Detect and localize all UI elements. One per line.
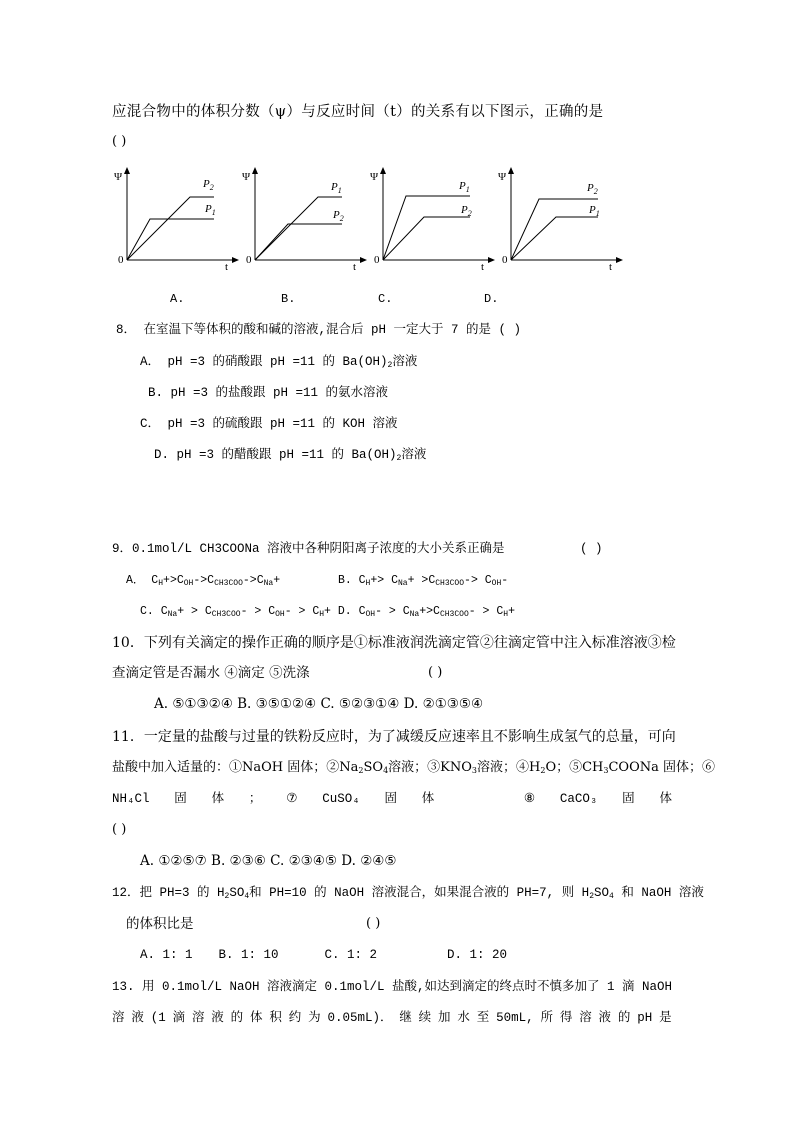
q12-line1: 12．把 PH=3 的 $H_2SO_4$和 PH=10 的 NaOH 溶液混合，如果混合液的 PH=7, 则 $H_2SO_4$ 和 NaOH 溶液 [112, 886, 704, 901]
graph-d [494, 162, 624, 272]
svg-text:P1 [330, 181, 342, 195]
graph-b-top-label: P [331, 181, 338, 193]
graph-c-bottom-sub: 2 [467, 209, 472, 218]
q12-options: A. 1: 1 B. 1: 10 C. 1: 2 D. 1: 20 [140, 948, 508, 962]
q13-line2: 溶 液 (1 滴 溶 液 的 体 积 约 为 0.05mL)． 继 续 加 水 至 50mL, 所 得 溶 液 的 pH 是 [112, 1011, 672, 1025]
q8-stem: 8． 在室温下等体积的酸和碱的溶液,混合后 pH 一定大于 7 的是 ( ) [116, 323, 522, 337]
q7-stem-paren: ( ) [112, 134, 127, 149]
graph-c-top-label: P [459, 180, 466, 192]
svg-text:P2 [586, 182, 598, 196]
q11-line3: NH₄Cl 固 体 ； ⑦ CuSO₄ 固 体 ⑧ CaCO₃ 固 体 [112, 792, 672, 806]
graph-a-x-label: t [225, 261, 229, 273]
graph-d-origin: 0 [502, 254, 508, 266]
graph-d-x-label: t [609, 261, 613, 273]
graph-d-y-label: Ψ [498, 171, 507, 183]
graph-a-letter: A. [170, 292, 185, 306]
graph-b-origin: 0 [246, 254, 252, 266]
graph-d-letter: D. [484, 292, 499, 306]
graph-d-top-sub: 2 [593, 187, 598, 196]
q13-line1: 13. 用 0.1mol/L NaOH 溶液滴定 0.1mol/L 盐酸,如达到滴定的终点时不慎多加了 1 滴 NaOH [112, 980, 673, 994]
q10-options: A. ⑤①③②④ B. ③⑤①②④ C. ⑤②③①④ D. ②①③⑤④ [154, 696, 484, 712]
q8-option-b: B. pH =3 的盐酸跟 pH =11 的氨水溶液 [148, 386, 389, 400]
q8-option-d: D. pH =3 的醋酸跟 pH =11 的 $Ba(OH)_2$溶液 [154, 448, 427, 463]
q9-paren: ( ) [580, 542, 603, 556]
graph-c-top-sub: 1 [465, 185, 470, 194]
q12-line2: 的体积比是 [126, 916, 194, 932]
q7-stem-line1: 应混合物中的体积分数（ψ）与反应时间（t）的关系有以下图示，正确的是 [112, 104, 604, 120]
graph-c-bottom-label: P [461, 204, 468, 216]
graph-d-top-label: P [587, 182, 594, 194]
svg-text:P1 [458, 180, 470, 194]
graph-b [238, 162, 368, 272]
q9-row2: C. $C_{Na}+ > C_{CH3COO}- > C_{OH}- > C_H+ D$. $C_{OH}- > C_{Na}+>C_{CH3COO}- > C_H+$ [140, 605, 515, 619]
graph-b-x-label: t [353, 261, 357, 273]
graph-c-origin: 0 [374, 254, 380, 266]
q11-line1: 11．一定量的盐酸与过量的铁粉反应时，为了减缓反应速率且不影响生成氢气的总量，可向 [112, 729, 676, 745]
graph-c [366, 162, 496, 272]
graph-c-x-label: t [481, 261, 485, 273]
q10-line1: 10．下列有关滴定的操作正确的顺序是①标准液润洗滴定管②往滴定管中注入标准溶液③检 [112, 635, 676, 651]
graph-d-bottom-sub: 1 [595, 209, 600, 218]
graph-a-bottom-label: P [205, 203, 212, 215]
q11-line2: 盐酸中加入适量的：①NaOH 固体；$②Na_2SO_4$溶液；$③KNO_3$溶液；$④H_2O$；$⑤CH_3COONa$ 固体；⑥ [112, 760, 716, 775]
graph-b-letter: B. [281, 292, 296, 306]
svg-text:P2 [460, 204, 472, 218]
q10-paren: ( ) [428, 665, 443, 680]
graph-a-top-label: P [203, 178, 210, 190]
q8-option-c: C． pH =3 的硫酸跟 pH =11 的 KOH 溶液 [140, 417, 398, 431]
graph-a-origin: 0 [118, 254, 124, 266]
graph-b-bottom-sub: 2 [339, 214, 344, 223]
q7-graphs [110, 162, 630, 282]
q10-line2: 查滴定管是否漏水 ④滴定 ⑤洗涤 [112, 665, 310, 681]
graph-b-top-sub: 1 [337, 186, 342, 195]
graph-a [110, 162, 240, 272]
graph-b-bottom-label: P [333, 209, 340, 221]
graph-a-bottom-sub: 1 [211, 208, 216, 217]
graph-d-bottom-label: P [589, 204, 596, 216]
q11-paren: ( ) [112, 822, 127, 837]
q12-paren: ( ) [366, 916, 381, 931]
svg-text:P2 [202, 178, 214, 192]
graph-b-y-label: Ψ [242, 171, 251, 183]
graph-a-y-label: Ψ [114, 171, 123, 183]
graph-a-top-sub: 2 [209, 183, 214, 192]
svg-text:P1 [204, 203, 216, 217]
graph-c-letter: C. [378, 292, 393, 306]
q11-options: A. ①②⑤⑦ B. ②③⑥ C. ②③④⑤ D. ②④⑤ [140, 853, 397, 869]
graph-c-y-label: Ψ [370, 171, 379, 183]
q9-stem: 9．0.1mol/L CH3COONa 溶液中各种阴阳离子浓度的大小关系正确是 [112, 542, 505, 556]
q8-option-a: A． pH =3 的硝酸跟 pH =11 的 $Ba(OH)_2$溶液 [140, 355, 418, 370]
svg-text:P2 [332, 209, 344, 223]
svg-text:P1 [588, 204, 600, 218]
q9-row1: A． $C_H+>C_{OH}->C_{CH3COO}->C_{Na}+ B$. $C_H+> C_{Na}+ >C_{CH3COO}-> C_{OH}-$ [126, 574, 509, 588]
